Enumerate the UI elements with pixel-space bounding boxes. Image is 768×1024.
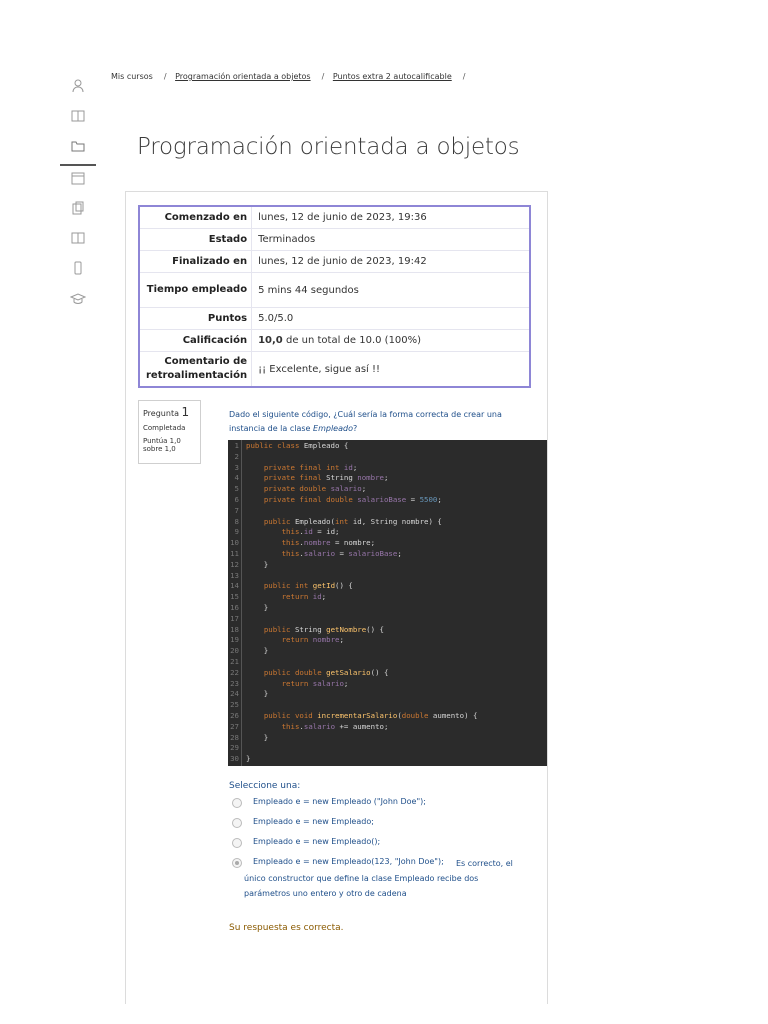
breadcrumb-separator: / <box>163 72 167 81</box>
summary-value: ¡¡ Excelente, sigue así !! <box>252 352 530 388</box>
code-line-number: 6 <box>234 494 239 504</box>
question-number-value: 1 <box>181 405 190 419</box>
code-line-number: 18 <box>230 624 239 634</box>
user-icon[interactable] <box>70 78 86 94</box>
code-line-number: 30 <box>230 754 239 764</box>
result-message: Su respuesta es correcta. <box>229 923 344 933</box>
code-line-numbers <box>228 441 239 765</box>
code-line-number: 1 <box>234 441 239 450</box>
code-image <box>228 440 547 766</box>
code-line-number: 12 <box>230 559 239 569</box>
summary-label: Calificación <box>139 330 252 352</box>
summary-row <box>139 273 530 308</box>
question-points: Puntúa 1,0 sobre 1,0 <box>143 437 181 453</box>
summary-label: Estado <box>139 229 252 251</box>
summary-value: lunes, 12 de junio de 2023, 19:42 <box>252 251 530 273</box>
summary-row <box>139 352 530 388</box>
grade-value: 10,0 <box>258 335 283 346</box>
summary-value: 5 mins 44 segundos <box>252 273 530 308</box>
grade-total: de un total de 10.0 (100%) <box>285 335 422 346</box>
breadcrumb-item-course[interactable]: Programación orientada a objetos <box>175 72 311 81</box>
summary-value: 5.0/5.0 <box>252 308 530 330</box>
folder-icon[interactable] <box>70 138 86 154</box>
radio-button[interactable] <box>232 818 242 828</box>
quiz-review-panel <box>125 191 548 1004</box>
code-line-number: 16 <box>230 602 239 612</box>
answer-option-text: Empleado e = new Empleado; <box>253 817 374 826</box>
code-line-number: 20 <box>230 646 239 656</box>
summary-label: Tiempo empleado <box>139 273 252 308</box>
code-line-number: 15 <box>230 592 239 602</box>
question-info-box <box>138 400 201 464</box>
code-line-number: 26 <box>230 710 239 720</box>
answer-option-text: Empleado e = new Empleado ("John Doe"); <box>253 797 426 806</box>
code-line-number: 28 <box>230 732 239 742</box>
question-text <box>229 408 519 436</box>
code-line-number: 29 <box>230 743 239 753</box>
page-title: Programación orientada a objetos <box>137 134 520 160</box>
question-text-main: Dado el siguiente código, ¿Cuál sería la forma correcta de crear una instancia de la clase <box>229 410 502 433</box>
question-text-class: Empleado <box>313 424 353 433</box>
code-line-number: 22 <box>230 667 239 677</box>
book-icon[interactable] <box>70 230 86 246</box>
code-line-number: 27 <box>230 721 239 731</box>
summary-label: Puntos <box>139 308 252 330</box>
summary-row <box>139 206 530 229</box>
code-line-number: 4 <box>234 473 239 483</box>
code-line-number: 17 <box>230 613 239 623</box>
code-line-number: 14 <box>230 581 239 591</box>
code-line-number: 24 <box>230 689 239 699</box>
summary-label: Comentario de retroalimentación <box>139 352 252 388</box>
question-number <box>143 405 196 419</box>
code-line-number: 9 <box>234 527 239 537</box>
summary-value: lunes, 12 de junio de 2023, 19:36 <box>258 212 427 223</box>
question-status: Completada <box>143 424 186 432</box>
select-one-label: Seleccione una: <box>229 781 301 791</box>
summary-label: Comenzado en <box>139 206 252 229</box>
code-lines: public class Empleado { private final int id; private final String nombre; private double salario; private final double salarioBase = 5500; public Empleado(int id, String nombre) { this.id = id; this.nombre = nombre; this.salario = salarioBase; } public int getId() { return id; } public String getNombre() { return nombre; } public double getSalario() { return salario; } public void incrementarSalario(double aumento) { this.salario += aumento; } } <box>246 441 478 764</box>
breadcrumb-separator: / <box>321 72 325 81</box>
answer-option-text: Empleado e = new Empleado(123, "John Doe"); <box>253 857 444 866</box>
code-line-number: 5 <box>234 484 239 494</box>
breadcrumb-item-mis-cursos[interactable]: Mis cursos <box>111 72 153 81</box>
book-icon[interactable] <box>70 108 86 124</box>
code-line-number: 10 <box>230 538 239 548</box>
sidebar-active-indicator <box>60 164 96 166</box>
summary-row <box>139 330 530 352</box>
summary-row <box>139 308 530 330</box>
question-number-label: Pregunta <box>143 409 179 418</box>
calendar-icon[interactable] <box>70 170 86 186</box>
code-line-number: 19 <box>230 635 239 645</box>
mobile-icon[interactable] <box>70 260 86 276</box>
code-line-number: 3 <box>234 462 239 472</box>
code-line-number: 2 <box>234 451 239 461</box>
question-text-end: ? <box>352 424 358 433</box>
answer-option-text: Empleado e = new Empleado(); <box>253 837 381 846</box>
radio-button[interactable] <box>232 838 242 848</box>
breadcrumb <box>111 72 471 81</box>
code-line-number: 21 <box>230 656 239 666</box>
code-line-number: 7 <box>234 505 239 515</box>
code-line-number: 8 <box>234 516 239 526</box>
attempt-summary-table <box>138 205 531 388</box>
code-line-number: 11 <box>230 548 239 558</box>
feedback-text: Es correcto, el único constructor que define la clase Empleado recibe dos parámetros uno entero y otro de cadena <box>244 859 513 898</box>
answer-feedback <box>244 856 524 901</box>
summary-row <box>139 229 530 251</box>
code-line-number: 25 <box>230 700 239 710</box>
code-line-number: 13 <box>230 570 239 580</box>
graduation-cap-icon[interactable] <box>70 290 86 306</box>
summary-value: Terminados <box>252 229 530 251</box>
code-line-number: 23 <box>230 678 239 688</box>
summary-label: Finalizado en <box>139 251 252 273</box>
radio-button[interactable] <box>232 798 242 808</box>
summary-value <box>252 330 530 352</box>
code-gutter-divider <box>241 440 242 766</box>
copy-icon[interactable] <box>70 200 86 216</box>
breadcrumb-item-quiz[interactable]: Puntos extra 2 autocalificable <box>332 72 452 81</box>
summary-row <box>139 251 530 273</box>
radio-button-selected[interactable] <box>232 858 242 868</box>
breadcrumb-separator: / <box>462 72 466 81</box>
